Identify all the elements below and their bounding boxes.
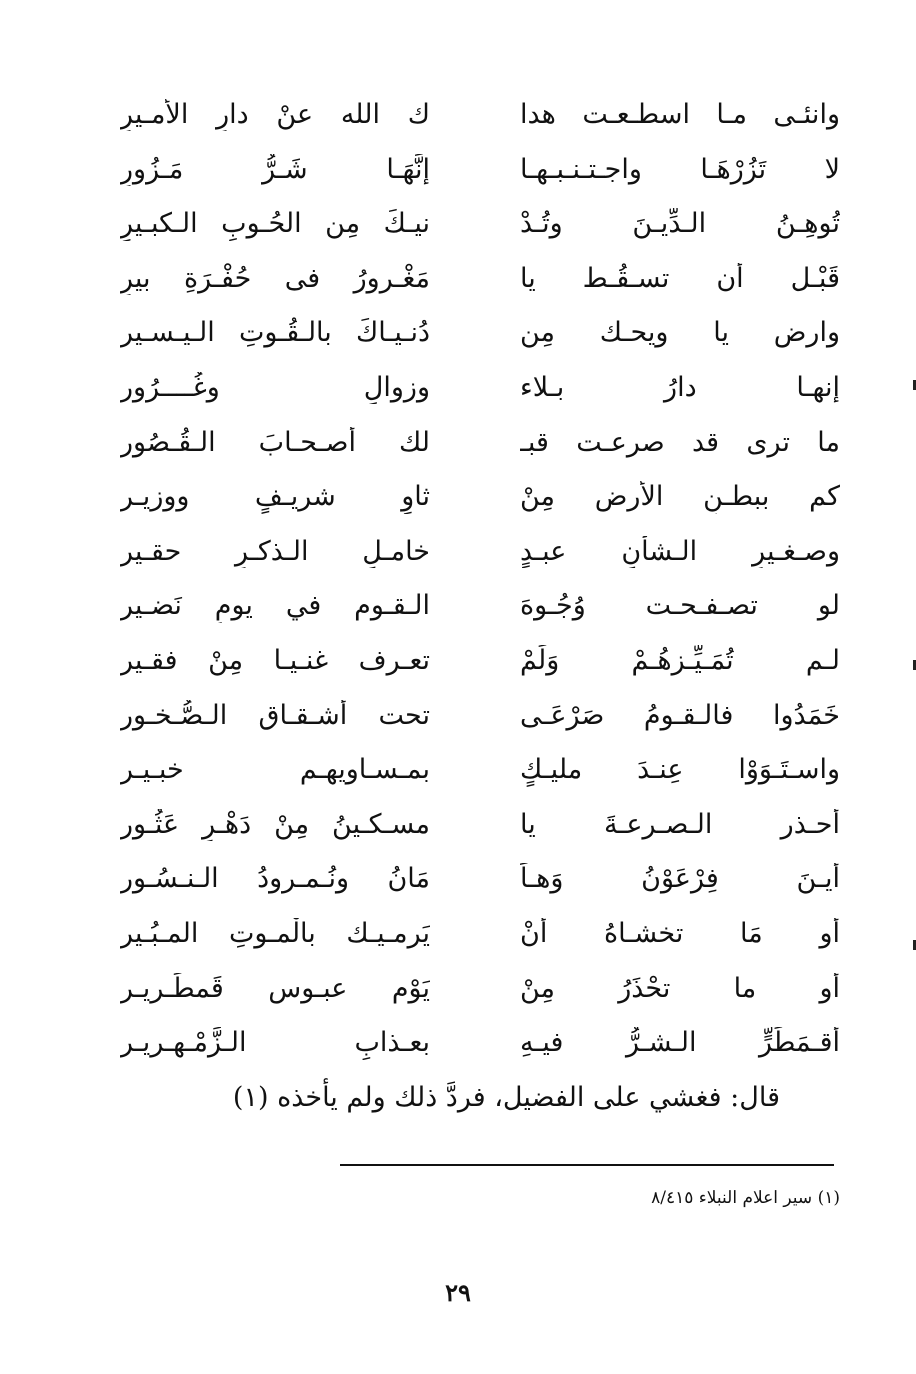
verse-first-hemistich: ما ترى قد صرعـت قبـ	[520, 426, 840, 458]
verse-second-hemistich: إنَّهَـا شَـرُّ مَـزُورِ	[120, 153, 430, 185]
verse-second-hemistich: يَوْم عبـوسٍ قَمطَـريـر	[120, 972, 430, 1004]
verse-first-hemistich: كم ببطـنِ الأرضِ مِنْ	[520, 481, 840, 513]
verse-line	[120, 416, 840, 471]
verse-first-hemistich: واسـتَـوَوْا عِنـدَ مليـكٍ	[520, 754, 840, 786]
verse-second-hemistich: يَرمـيـك بالْمـوتِ المـبُـير	[120, 918, 430, 949]
verse-first-hemistich: وارض يا ويحـك مِن	[520, 317, 840, 349]
verse-second-hemistich: تحت أشـقـاقِ الـصُّـخـور	[120, 699, 430, 731]
verse-second-hemistich: بعـذابِ الـزَّمْـهـريـر	[120, 1027, 430, 1059]
verse-second-hemistich: تعـرف غنـيـا مِنْ فقـير	[120, 645, 430, 677]
verse-line	[120, 361, 840, 416]
verse-line	[120, 525, 840, 580]
verse-first-hemistich: لو تصـفـحـت وُجُـوهَ	[520, 590, 840, 622]
verse-line	[120, 88, 840, 143]
verse-line	[120, 252, 840, 307]
verse-second-hemistich: مَغْـرورُ فى حُفْـرَةِ بيرِ	[120, 262, 430, 294]
verse-line	[120, 798, 840, 853]
verse-second-hemistich: بمـسـاويهـم خبـيـر	[120, 754, 430, 786]
verse-second-hemistich: الـقـوم في يومٍ نَضـير	[120, 590, 430, 622]
verse-first-hemistich: وانئـى مـا اسطـعـت هدا	[520, 99, 840, 131]
verse-line	[120, 852, 840, 907]
verse-first-hemistich: تُوهِـنُ الـدِّيـنَ وتُـدْ	[520, 208, 840, 240]
verse-second-hemistich: مَانُ ونُـمـرودُ الـنـسُـور	[120, 863, 430, 895]
footnote-divider	[340, 1164, 834, 1166]
page-number: ٢٩	[445, 1278, 471, 1307]
verse-line	[120, 907, 840, 962]
verse-line	[120, 579, 840, 634]
verse-second-hemistich: نيـكَ مِن الحُـوبِ الـكبـيرِ	[120, 208, 430, 240]
verse-line	[120, 962, 840, 1017]
verse-line	[120, 306, 840, 361]
verse-second-hemistich: ثاوٍ شريـفٍ ووزيـر	[120, 481, 430, 513]
verse-line	[120, 689, 840, 744]
verse-second-hemistich: لك أصـحـابَ الـقُـصُور	[120, 426, 430, 458]
verse-line	[120, 743, 840, 798]
verse-line	[120, 197, 840, 252]
verse-second-hemistich: ك الله عنْ دارِ الأمـيرِ	[120, 99, 430, 131]
verse-first-hemistich: خَمَدُوا فالـقـومُ صَرْعَـى	[520, 699, 840, 731]
verse-second-hemistich: وزوالٍ وغُــــرُور	[120, 372, 430, 404]
verse-first-hemistich: لـم تُمَـيِّـزهُـمْ وَلَمْ	[520, 645, 840, 677]
footnote: (١) سير اعلام النبلاء ٨/٤١٥	[651, 1188, 840, 1208]
verse-second-hemistich: خامـلِ الـذكـرِ حقـير	[120, 535, 430, 567]
verse-first-hemistich: أحـذر الـصـرعـةَ يا	[520, 808, 840, 840]
verse-first-hemistich: وصـغـيرِ الـشأنِ عبـدٍ	[520, 535, 840, 567]
verse-first-hemistich: لا تَزُرْهَـا واجـتـنـبـهـا	[520, 153, 840, 185]
poem	[120, 88, 840, 1071]
verse-first-hemistich: أو مَا تخشـاهُ أنْ	[520, 918, 840, 949]
verse-first-hemistich: إنهـا دارُ بـلاء	[520, 372, 840, 404]
verse-second-hemistich: مسـكـينُ مِنْ دَهْـرٍ عَثُـور	[120, 808, 430, 840]
verse-first-hemistich: أيـنَ فِرْعَوْنُ وَهـاَ	[520, 863, 840, 895]
verse-line	[120, 470, 840, 525]
verse-second-hemistich: دُنـيـاكَ بالـقُـوتِ الـيـسـير	[120, 317, 430, 349]
verse-first-hemistich: أو ما تحْذَرُ مِنْ	[520, 972, 840, 1004]
verse-line	[120, 143, 840, 198]
verse-first-hemistich: أقـمَطَرٍّ الـشـرُّ فيـهِ	[520, 1027, 840, 1059]
verse-line	[120, 634, 840, 689]
verse-first-hemistich: قَبْـل أن تسـقُـط يا	[520, 262, 840, 294]
verse-line	[120, 1016, 840, 1071]
closing-line: قال: فغشي على الفضيل، فردَّ ذلك ولم يأخذه (١)	[232, 1082, 780, 1113]
